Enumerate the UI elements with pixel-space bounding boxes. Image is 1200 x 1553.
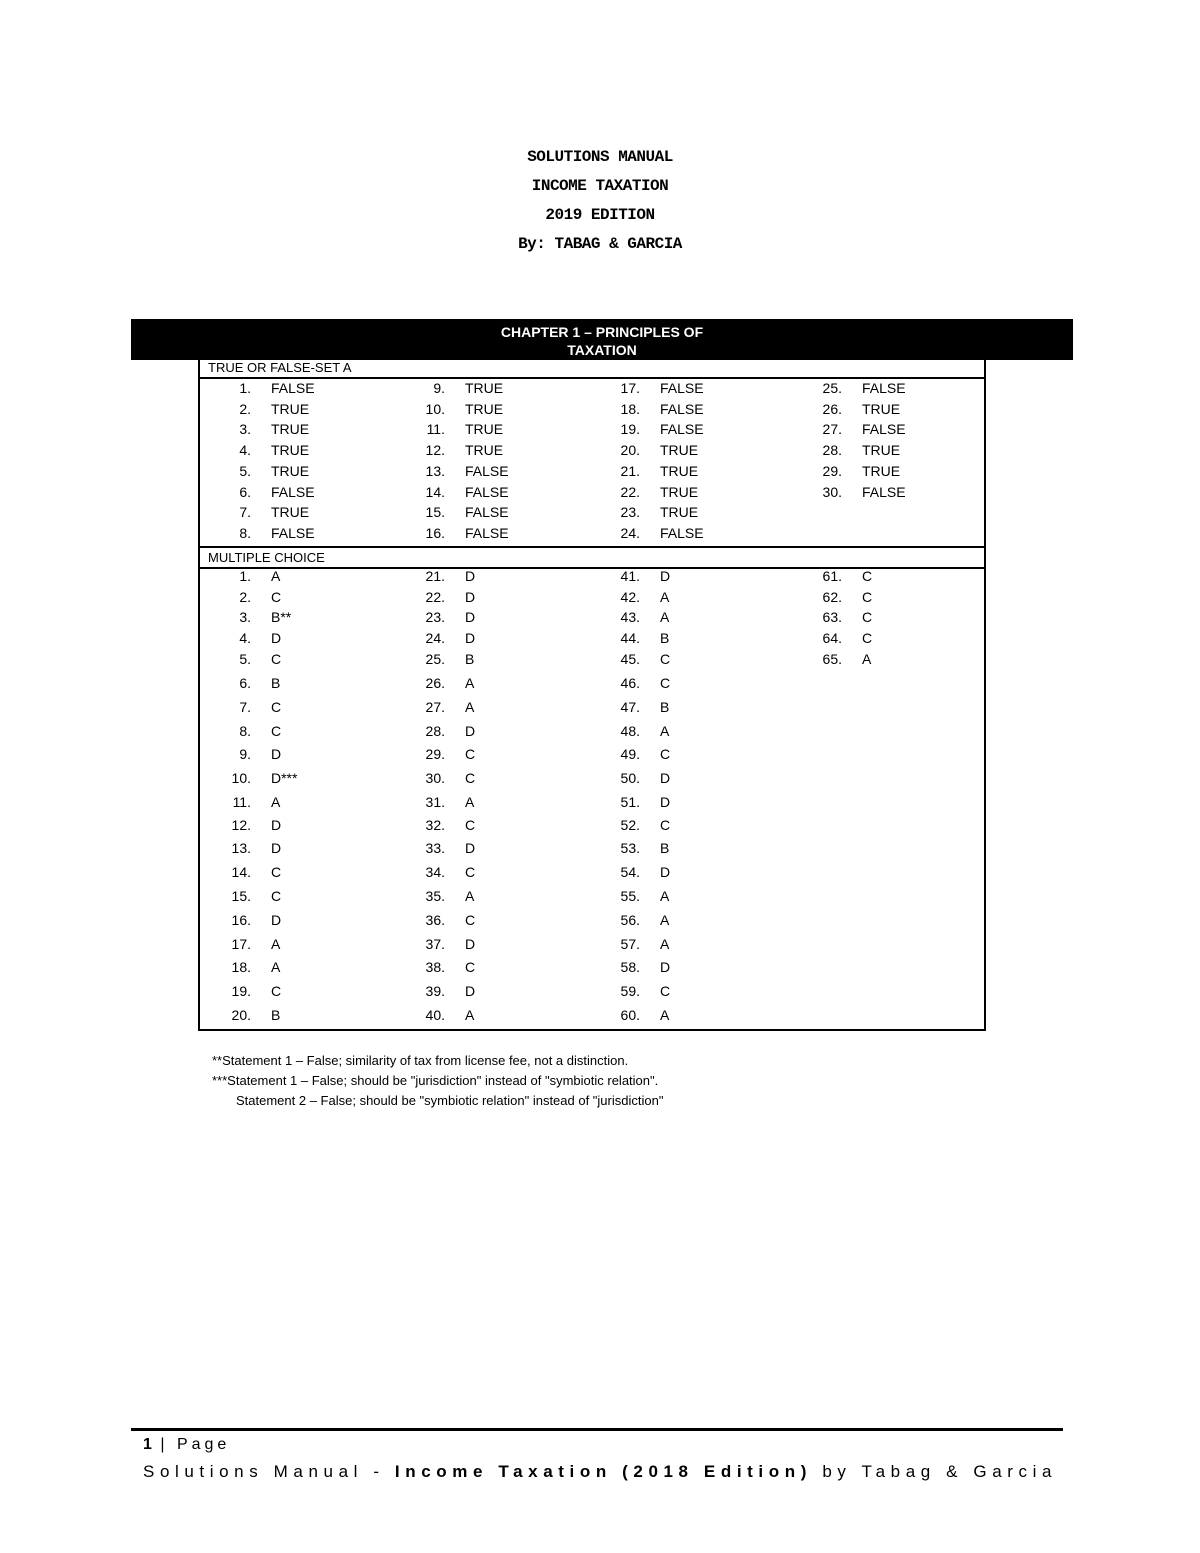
answer-number: 43. — [620, 609, 640, 625]
answer-value: TRUE — [271, 462, 310, 479]
answer-number: 26. — [822, 400, 842, 417]
answer-value: A — [465, 1007, 475, 1023]
answer-number: 22. — [620, 483, 640, 500]
answer-number: 65. — [822, 651, 842, 667]
chapter-header — [131, 319, 1073, 360]
answer-value: A — [465, 794, 475, 810]
answer-value: D — [271, 912, 282, 928]
answer-number: 24. — [620, 524, 640, 541]
answer-value: C — [465, 770, 476, 786]
answer-number: 18. — [231, 959, 251, 975]
answer-number: 42. — [620, 589, 640, 605]
answer-value: TRUE — [465, 400, 504, 417]
answer-value: D — [465, 840, 476, 856]
answer-value: TRUE — [862, 462, 901, 479]
answer-number: 21. — [425, 568, 445, 584]
answer-number: 7. — [239, 504, 251, 521]
answer-number: 10. — [231, 770, 251, 786]
answer-value: A — [660, 609, 670, 625]
answer-value: TRUE — [465, 442, 504, 459]
footnote-2: ***Statement 1 – False; should be "jurisdiction" instead of "symbiotic relation". — [212, 1073, 659, 1088]
answer-number: 30. — [822, 483, 842, 500]
answer-number: 9. — [433, 380, 445, 396]
answer-value: FALSE — [465, 462, 509, 479]
answer-number: 58. — [620, 959, 640, 975]
answer-number: 29. — [822, 462, 842, 479]
answer-number: 57. — [620, 936, 640, 952]
answer-value: FALSE — [862, 483, 906, 500]
answer-number: 52. — [620, 817, 640, 833]
answer-value: A — [271, 936, 281, 952]
answer-value: TRUE — [660, 483, 699, 500]
answer-value: D — [660, 959, 671, 975]
answer-value: C — [271, 723, 282, 739]
footnote-3: Statement 2 – False; should be "symbiotic relation" instead of "jurisdiction" — [236, 1093, 664, 1108]
answer-number: 3. — [239, 609, 251, 625]
footer-suffix: by Tabag & Garcia — [812, 1462, 1058, 1481]
answer-number: 50. — [620, 770, 640, 786]
answer-value: A — [862, 651, 872, 667]
answer-value: B — [465, 651, 475, 667]
answer-number: 20. — [231, 1007, 251, 1023]
answer-value: C — [271, 589, 282, 605]
answer-value: D — [271, 630, 282, 646]
answer-number: 12. — [425, 442, 445, 459]
answer-value: FALSE — [465, 524, 509, 541]
answer-value: D — [465, 589, 476, 605]
answer-value: C — [862, 589, 873, 605]
answer-number: 64. — [822, 630, 842, 646]
chapter-title-line-2: TAXATION — [567, 342, 637, 358]
page-word: | Page — [160, 1436, 231, 1453]
answer-value: FALSE — [465, 483, 509, 500]
answer-value: C — [271, 651, 282, 667]
answer-value: A — [660, 1007, 670, 1023]
true-false-header: TRUE OR FALSE-SET A — [198, 358, 986, 379]
answer-number: 45. — [620, 651, 640, 667]
answer-number: 31. — [425, 794, 445, 810]
answer-value: D — [271, 840, 282, 856]
answer-number: 46. — [620, 675, 640, 691]
answer-number: 25. — [425, 651, 445, 667]
answer-value: C — [660, 651, 671, 667]
answer-value: FALSE — [862, 421, 906, 438]
answer-value: C — [660, 746, 671, 762]
answer-value: C — [862, 568, 873, 584]
answer-number: 26. — [425, 675, 445, 691]
answer-value: D — [271, 817, 282, 833]
answer-value: TRUE — [271, 400, 310, 417]
answer-number: 15. — [231, 888, 251, 904]
answer-number: 25. — [822, 380, 842, 396]
answer-number: 28. — [425, 723, 445, 739]
answer-number: 40. — [425, 1007, 445, 1023]
document-title — [0, 143, 1200, 259]
answer-value: D — [660, 770, 671, 786]
answer-number: 32. — [425, 817, 445, 833]
answer-number: 20. — [620, 442, 640, 459]
answer-value: FALSE — [465, 504, 509, 521]
answer-value: C — [660, 983, 671, 999]
answer-value: C — [271, 699, 282, 715]
answer-number: 11. — [426, 421, 445, 438]
answer-number: 16. — [425, 524, 445, 541]
answer-number: 27. — [425, 699, 445, 715]
chapter-title-line-1: CHAPTER 1 – PRINCIPLES OF — [500, 324, 704, 340]
running-footer — [143, 1462, 1057, 1482]
answer-number: 37. — [425, 936, 445, 952]
answer-number: 56. — [620, 912, 640, 928]
answer-number: 1. — [239, 568, 251, 584]
answer-number: 1. — [239, 380, 251, 396]
answer-number: 14. — [425, 483, 445, 500]
page-number-label — [143, 1436, 230, 1454]
answer-number: 47. — [620, 699, 640, 715]
answer-number: 34. — [425, 864, 445, 880]
answer-number: 8. — [239, 723, 251, 739]
answer-value: TRUE — [862, 400, 901, 417]
answer-number: 54. — [620, 864, 640, 880]
answer-number: 11. — [232, 794, 251, 810]
answer-value: A — [660, 888, 670, 904]
answer-number: 21. — [620, 462, 640, 479]
answer-value: B — [660, 630, 670, 646]
answer-value: D — [660, 568, 671, 584]
answer-number: 30. — [425, 770, 445, 786]
answer-value: A — [465, 699, 475, 715]
answer-number: 59. — [620, 983, 640, 999]
answer-value: B** — [271, 609, 292, 625]
answer-value: C — [465, 959, 476, 975]
answer-value: TRUE — [465, 380, 504, 396]
answer-number: 6. — [239, 675, 251, 691]
answer-number: 17. — [620, 380, 640, 396]
answer-number: 14. — [231, 864, 251, 880]
answer-number: 2. — [239, 400, 251, 417]
answer-number: 55. — [620, 888, 640, 904]
answer-value: TRUE — [465, 421, 504, 438]
answer-number: 60. — [620, 1007, 640, 1023]
answer-number: 15. — [425, 504, 445, 521]
answer-value: TRUE — [271, 421, 310, 438]
answer-value: B — [660, 840, 670, 856]
answer-value: A — [271, 794, 281, 810]
answer-value: D — [465, 609, 476, 625]
answer-value: TRUE — [660, 462, 699, 479]
answer-value: C — [271, 983, 282, 999]
answer-value: D*** — [271, 770, 298, 786]
answer-number: 5. — [239, 462, 251, 479]
answer-number: 2. — [239, 589, 251, 605]
answer-number: 49. — [620, 746, 640, 762]
answer-value: C — [660, 817, 671, 833]
answer-number: 8. — [239, 524, 251, 541]
answer-value: C — [862, 609, 873, 625]
footnote-1: **Statement 1 – False; similarity of tax from license fee, not a distinction. — [212, 1053, 629, 1068]
answer-number: 23. — [425, 609, 445, 625]
answer-number: 62. — [822, 589, 842, 605]
answer-number: 5. — [239, 651, 251, 667]
answer-value: B — [660, 699, 670, 715]
answer-value: A — [660, 589, 670, 605]
footer-divider — [131, 1428, 1063, 1431]
answer-value: FALSE — [660, 524, 704, 541]
multiple-choice-header: MULTIPLE CHOICE — [198, 546, 986, 569]
answer-value: B — [271, 1007, 281, 1023]
answer-number: 12. — [231, 817, 251, 833]
answer-number: 13. — [231, 840, 251, 856]
answer-value: TRUE — [660, 504, 699, 521]
answer-value: D — [465, 568, 476, 584]
answer-number: 44. — [620, 630, 640, 646]
answer-number: 35. — [425, 888, 445, 904]
title-line-4: By: TABAG & GARCIA — [518, 235, 682, 253]
answer-number: 63. — [822, 609, 842, 625]
answer-number: 4. — [239, 630, 251, 646]
answer-number: 33. — [425, 840, 445, 856]
footer-book-title: Income Taxation (2018 Edition) — [394, 1462, 812, 1481]
answer-number: 51. — [620, 794, 640, 810]
answer-value: D — [465, 723, 476, 739]
answer-value: TRUE — [660, 442, 699, 459]
answer-number: 41. — [620, 568, 640, 584]
answer-number: 16. — [231, 912, 251, 928]
answer-value: TRUE — [271, 504, 310, 521]
answer-value: C — [271, 888, 282, 904]
answer-value: A — [660, 723, 670, 739]
answer-number: 13. — [425, 462, 445, 479]
answer-value: C — [465, 864, 476, 880]
answer-number: 29. — [425, 746, 445, 762]
answer-value: D — [271, 746, 282, 762]
answer-number: 10. — [425, 400, 445, 417]
answer-value: C — [271, 864, 282, 880]
footnotes — [212, 1051, 663, 1111]
answer-value: FALSE — [271, 483, 315, 500]
page-number: 1 — [143, 1436, 152, 1453]
answer-value: FALSE — [271, 524, 315, 541]
answer-value: FALSE — [660, 380, 704, 396]
answer-number: 53. — [620, 840, 640, 856]
answer-value: D — [465, 936, 476, 952]
answer-value: TRUE — [862, 442, 901, 459]
answer-value: FALSE — [660, 421, 704, 438]
answer-number: 19. — [620, 421, 640, 438]
answer-value: C — [862, 630, 873, 646]
answer-number: 24. — [425, 630, 445, 646]
title-line-3: 2019 EDITION — [545, 206, 655, 224]
answer-value: D — [465, 983, 476, 999]
answer-value: D — [465, 630, 476, 646]
answer-number: 38. — [425, 959, 445, 975]
answer-number: 27. — [822, 421, 842, 438]
answer-value: C — [660, 675, 671, 691]
answer-number: 9. — [239, 746, 251, 762]
answer-value: FALSE — [862, 380, 906, 396]
answer-number: 6. — [239, 483, 251, 500]
answer-number: 19. — [231, 983, 251, 999]
answer-number: 61. — [822, 568, 842, 584]
answer-value: C — [465, 746, 476, 762]
answer-value: D — [660, 794, 671, 810]
title-line-2: INCOME TAXATION — [531, 177, 669, 195]
answer-number: 39. — [425, 983, 445, 999]
answer-number: 48. — [620, 723, 640, 739]
answer-number: 36. — [425, 912, 445, 928]
answer-value: FALSE — [660, 400, 704, 417]
answer-value: A — [465, 888, 475, 904]
answer-number: 28. — [822, 442, 842, 459]
answer-number: 22. — [425, 589, 445, 605]
answer-value: FALSE — [271, 380, 315, 396]
answer-value: A — [465, 675, 475, 691]
answer-number: 18. — [620, 400, 640, 417]
answer-value: D — [660, 864, 671, 880]
answer-value: A — [271, 959, 281, 975]
answer-value: A — [271, 568, 281, 584]
answer-number: 17. — [231, 936, 251, 952]
answer-value: TRUE — [271, 442, 310, 459]
answer-number: 7. — [239, 699, 251, 715]
answer-value: A — [660, 912, 670, 928]
answer-number: 3. — [239, 421, 251, 438]
answer-value: B — [271, 675, 281, 691]
answer-value: C — [465, 817, 476, 833]
answer-number: 23. — [620, 504, 640, 521]
answer-value: A — [660, 936, 670, 952]
title-line-1: SOLUTIONS MANUAL — [527, 148, 673, 166]
answer-number: 4. — [239, 442, 251, 459]
footer-prefix: Solutions Manual - — [143, 1462, 395, 1481]
answer-value: C — [465, 912, 476, 928]
